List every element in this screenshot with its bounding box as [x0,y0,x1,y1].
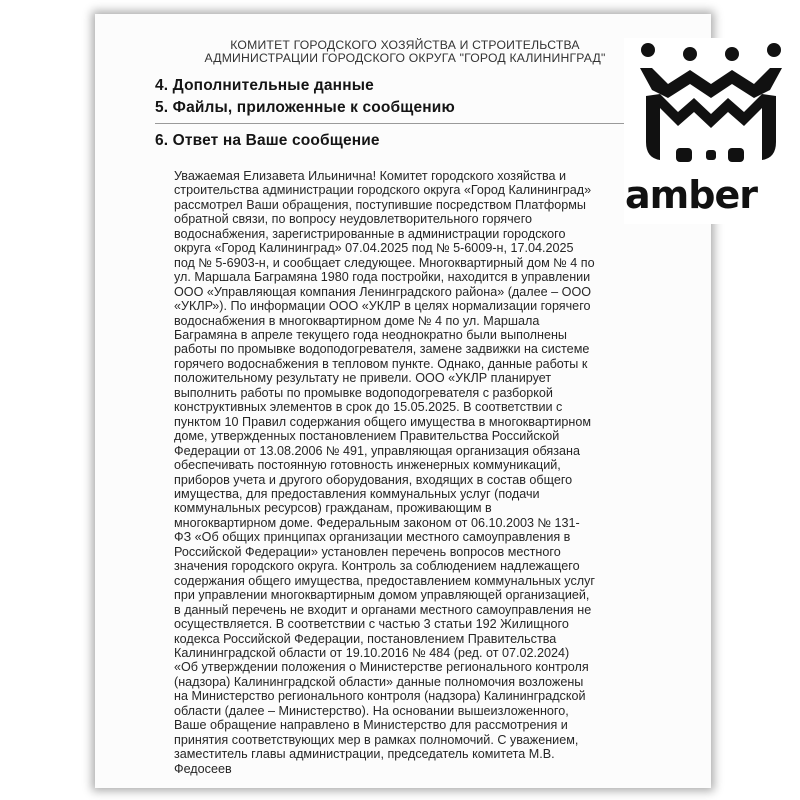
answer-text-line: округа «Город Калининград» 07.04.2025 под № 5-6009-н, 17.04.2025 [174,241,574,256]
answer-text-line: области (далее – Министерство). На основании вышеизложенного, [174,703,569,718]
answer-text-line: содержания общего имущества, предоставлением коммунальных услуг [174,573,595,588]
header-line-2: АДМИНИСТРАЦИИ ГОРОДСКОГО ОКРУГА "ГОРОД КАЛИНИНГРАД" [204,51,606,65]
answer-text-line: работы по промывке водоподогревателя, замене задвижки на системе [174,342,590,357]
answer-text-line: на Министерство регионального контроля (надзора) Калининградской [174,689,586,704]
amber-logo [624,38,800,224]
answer-text-line: при управлении многоквартирным домом управляющей организацией, [174,588,590,603]
answer-text-line: водоснабжения в многоквартирном доме № 4 по ул. Маршала [174,313,540,328]
answer-text-line: положительному результату не привели. ООО «УКЛР планирует [174,371,552,386]
answer-text-line: Калининградской области от 19.10.2016 № 484 (ред. от 07.02.2024) [174,645,570,660]
answer-text-line: горячего водоснабжения в тепловом пункте. Однако, данные работы к [174,356,588,371]
section-title-additional-data: 4. Дополнительные данные [155,77,374,94]
answer-text-line: обеспечивать постоянную готовность инженерных коммуникаций, [174,458,561,473]
section-title-answer: 6. Ответ на Ваше сообщение [155,132,380,149]
answer-text-line: пунктом 10 Правил содержания общего имущества в многоквартирном [174,414,591,429]
answer-text-line: Федосеев [174,761,232,776]
amber-crown-m-icon [624,38,800,178]
answer-text-line: (надзора) Калининградской области» данные полномочия возложены [174,674,584,689]
answer-text-line: значения городского округа. Контроль за соблюдением надлежащего [174,559,580,574]
answer-text-line: принятия соответствующих мер в рамках полномочий. С уважением, [174,732,579,747]
answer-text-line: имущества, для предоставления коммунальных услуг (подачи [174,486,540,501]
answer-text-line: осуществляется. В соответствии с частью 3 статьи 192 Жилищного [174,617,569,632]
answer-text-line: Российской Федерации» установлен перечень вопросов местного [174,544,561,559]
answer-text-line: ООО «Управляющая компания Ленинградского района» (далее – ООО [174,284,592,299]
answer-text-line: заместитель главы администрации, председатель комитета М.В. [174,747,555,762]
answer-text-line: многоквартирном доме. Федеральным законом от 06.10.2003 № 131- [174,515,580,530]
answer-text [174,169,662,776]
amber-logo-wordmark: amber [625,173,757,217]
answer-text-line: конструктивных элементов в срок до 15.05.2025. В соответствии с [174,400,563,415]
answer-text-line: «УКЛР»). По информации ООО «УКЛР в целях нормализации горячего [174,299,591,314]
header-line-1: КОМИТЕТ ГОРОДСКОГО ХОЗЯЙСТВА И СТРОИТЕЛЬСТВА [230,38,580,52]
section-title-attached-files: 5. Файлы, приложенные к сообщению [155,99,455,116]
answer-text-line: приборов учета и другого оборудования, входящих в состав общего [174,472,573,487]
answer-text-line: строительства администрации городского округа «Город Калининград» [174,183,592,198]
answer-text-line: выполнить работы по промывке водоподогревателя с разборкой [174,385,553,400]
answer-text-line: «Об утверждении положения о Министерстве регионального контроля [174,660,589,675]
answer-text-line: Уважаемая Елизавета Ильинична! Комитет городского хозяйства и [174,169,567,183]
answer-text-line: коммунальных ресурсов) гражданам, проживающим в [174,501,492,516]
answer-text-line: кодекса Российской Федерации, постановлением Правительства [174,631,557,646]
answer-text-line: Ваше обращение направлено в Министерство для рассмотрения и [174,718,568,733]
answer-text-line: Баграмяна в апреле текущего года неоднократно были выполнены [174,327,567,342]
answer-text-line: под № 5-6903-н, и сообщает следующее. Многоквартирный дом № 4 по [174,255,595,270]
answer-text-line: Федерации от 13.08.2006 № 491, управляющая организация обязана [174,443,580,458]
document-header [175,39,635,65]
answer-text-line: ФЗ «Об общих принципах организации местного самоуправления в [174,530,571,545]
answer-text-line: водоснабжения, зарегистрированные в администрации городского [174,226,566,241]
answer-text-line: ул. Маршала Баграмяна 1980 года постройки, находится в управлении [174,270,591,285]
answer-text-line: обратной связи, по вопросу неудовлетворительного горячего [174,212,533,227]
answer-text-line: рассмотрел Ваши обращения, поступившие посредством Платформы [174,197,586,212]
answer-text-line: в данный перечень не входит и органами местного самоуправления не [174,602,592,617]
answer-text-line: доме, утвержденных постановлением Правительства Российской [174,429,560,444]
